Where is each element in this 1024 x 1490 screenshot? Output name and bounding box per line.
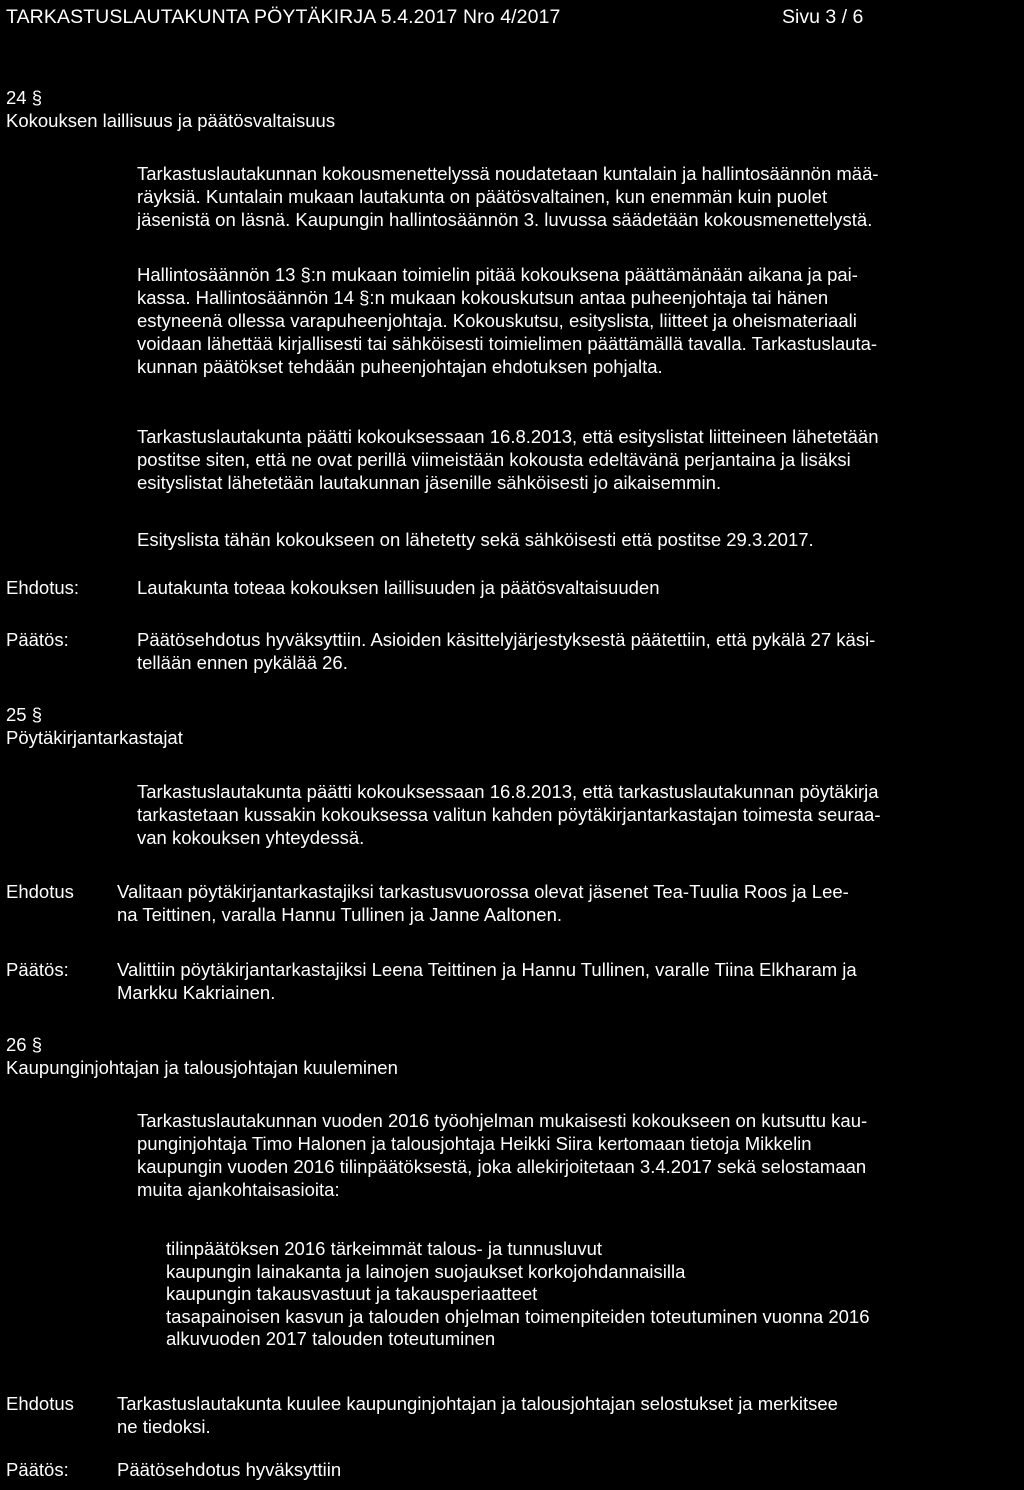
proposal-label: Ehdotus:: [6, 577, 80, 598]
paragraph: Tarkastuslautakunta päätti kokouksessaan 16.8.2013, että tarkastuslautakunnan pöytäkirja tarkastetaan kussakin kokouksessa valitun kahden pöytäkirjantarkastajan toimesta seuraa- van kokouksen yhteydessä.: [137, 781, 881, 848]
list-item: kaupungin lainakanta ja lainojen suojaukset korkojohdannaisilla: [166, 1260, 686, 1282]
section-number: 24 §: [6, 87, 43, 108]
section-title: Pöytäkirjantarkastajat: [6, 727, 183, 748]
decision-label: Päätös:: [6, 959, 69, 980]
list-item: kaupungin takausvastuut ja takausperiaatteet: [166, 1283, 538, 1304]
proposal-label: Ehdotus: [6, 1393, 74, 1414]
section-title: Kokouksen laillisuus ja päätösvaltaisuus: [6, 110, 336, 131]
proposal-text: Tarkastuslautakunta kuulee kaupunginjohtajan ja talousjohtajan selostukset ja merkitsee ne tiedoksi.: [117, 1393, 838, 1437]
decision-text: Valittiin pöytäkirjantarkastajiksi Leena Teittinen ja Hannu Tullinen, varalle Tiina Elkharam ja Markku Kakriainen.: [117, 959, 857, 1003]
paragraph: Tarkastuslautakunta päätti kokouksessaan 16.8.2013, että esityslistat liitteineen lähetetään postitse siten, että ne ovat perillä viimeistään kokousta edeltävänä perjantaina ja lisäksi esityslistat lähetetään lautakunnan jäsenille sähköisesti jo aikaisemmin.: [137, 426, 879, 493]
decision-text: Päätösehdotus hyväksyttiin: [117, 1459, 342, 1480]
list-item: alkuvuoden 2017 talouden toteutuminen: [166, 1328, 496, 1349]
paragraph: Hallintosäännön 13 §:n mukaan toimielin pitää kokouksena päättämänään aikana ja pai- kassa. Hallintosäännön 14 §:n mukaan kokouskutsun antaa puheenjohtaja tai hänen estyneenä ollessa varapuheenjohtaja. Kokouskutsu, esityslista, liitteet ja oheismateriaali voidaan lähettää kirjallisesti tai sähköisesti toimielimen päättämällä tavalla. Tarkastuslauta- kunnan päätökset tehdään puheenjohtajan ehdotuksen pohjalta.: [137, 264, 878, 377]
paragraph: Tarkastuslautakunnan kokousmenettelyssä noudatetaan kuntalain ja hallintosäännön mää- räyksiä. Kuntalain mukaan lautakunta on päätösvaltainen, kun enemmän kuin puolet jäsenistä on läsnä. Kaupungin hallintosäännön 3. luvussa säädetään kokousmenettelystä.: [137, 163, 879, 230]
section-title: Kaupunginjohtajan ja talousjohtajan kuuleminen: [6, 1057, 398, 1078]
topic-list: [166, 1238, 1016, 1351]
decision-label: Päätös:: [6, 1459, 69, 1480]
decision-label: Päätös:: [6, 629, 69, 650]
paragraph: Tarkastuslautakunnan vuoden 2016 työohjelman mukaisesti kokoukseen on kutsuttu kau- punginjohtaja Timo Halonen ja talousjohtaja Heikki Siira kertomaan tietoja Mikkelin kaupungin vuoden 2016 tilinpäätöksestä, joka allekirjoitetaan 3.4.2017 sekä selostamaan muita ajankohtaisasioita:: [137, 1110, 868, 1200]
section-number: 26 §: [6, 1034, 43, 1055]
document-header: TARKASTUSLAUTAKUNTA PÖYTÄKIRJA 5.4.2017 Nro 4/2017: [6, 6, 561, 28]
paragraph: Esityslista tähän kokoukseen on lähetetty sekä sähköisesti että postitse 29.3.2017.: [137, 529, 814, 550]
proposal-label: Ehdotus: [6, 881, 74, 902]
list-item: tilinpäätöksen 2016 tärkeimmät talous- ja tunnusluvut: [166, 1238, 603, 1259]
page-number: Sivu 3 / 6: [782, 6, 864, 28]
section-number: 25 §: [6, 704, 43, 725]
proposal-text: Lautakunta toteaa kokouksen laillisuuden ja päätösvaltaisuuden: [137, 577, 660, 598]
proposal-text: Valitaan pöytäkirjantarkastajiksi tarkastusvuorossa olevat jäsenet Tea-Tuulia Roos ja Lee- na Teittinen, varalla Hannu Tullinen ja Janne Aaltonen.: [117, 881, 849, 925]
decision-text: Päätösehdotus hyväksyttiin. Asioiden käsittelyjärjestyksestä päätettiin, että pykälä 27 käsi- tellään ennen pykälää 26.: [137, 629, 876, 673]
list-item: tasapainoisen kasvun ja talouden ohjelman toimenpiteiden toteutuminen vuonna 2016: [166, 1305, 870, 1327]
